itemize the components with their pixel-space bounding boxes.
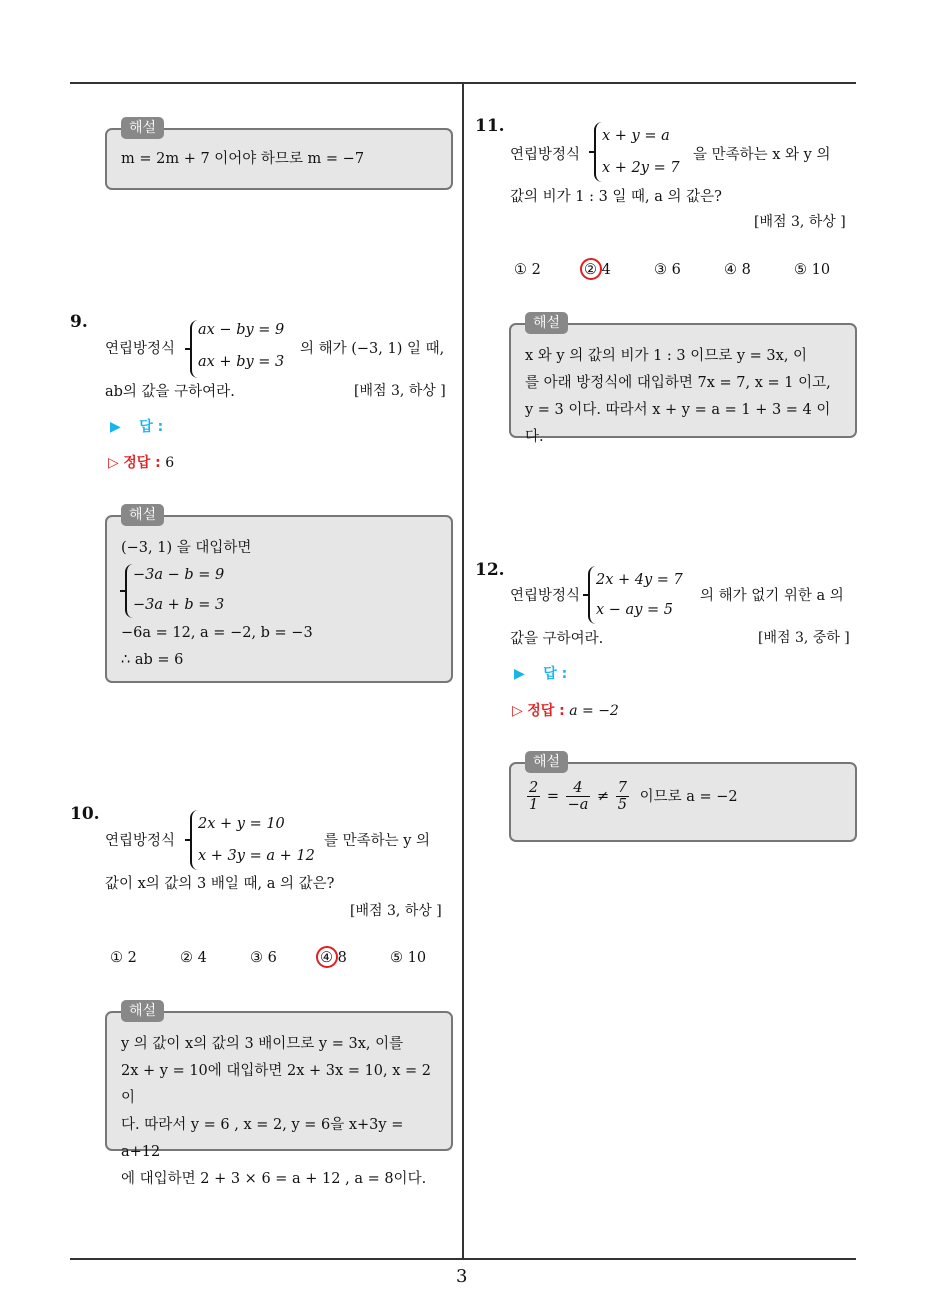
question-prefix: 연립방정식 (105, 833, 176, 849)
bottom-rule (70, 1258, 856, 1260)
solution-equation-1: −3a − b = 9 (133, 567, 225, 583)
question-prefix: 연립방정식 (105, 341, 176, 357)
solution-label: 해설 (525, 312, 568, 334)
question-number: 12. (475, 560, 505, 580)
solution-label: 해설 (121, 117, 164, 139)
equation-2: x + 2y = 7 (602, 160, 680, 176)
equation-brace (190, 810, 198, 870)
question-suffix: 을 만족하는 x 와 y 의 (693, 147, 831, 163)
correct-answer-row (108, 452, 174, 472)
solution-line: −6a = 12, a = −2, b = −3 (121, 625, 313, 641)
fraction-1: $\frac{2}{1}$ (529, 780, 539, 813)
fraction-3: $\frac{7}{5}$ (617, 780, 628, 813)
solution-label: 해설 (525, 751, 568, 773)
question-prefix: 연립방정식 (510, 147, 581, 163)
equation-brace (588, 566, 596, 624)
score-label: [배점 3, 하상 ] (354, 383, 446, 399)
equation-1: x + y = a (602, 128, 670, 144)
solution-equation-2: −3a + b = 3 (133, 597, 225, 613)
choice-3[interactable]: ③ 6 (654, 262, 681, 278)
equation-1: 2x + y = 10 (198, 816, 285, 832)
answer-row (514, 663, 567, 683)
correct-arrow-icon: ▷ (108, 455, 119, 471)
solution-brace (125, 564, 133, 618)
solution-box-8 (105, 120, 453, 190)
correct-arrow-icon: ▷ (512, 703, 523, 719)
question-line-2: 값을 구하여라. (510, 631, 604, 647)
score-label: [배점 3, 중하 ] (758, 630, 850, 646)
fraction-2: $\frac{4}{-a}$ (567, 780, 589, 813)
page-number: 3 (456, 1266, 468, 1287)
solution-label: 해설 (121, 1000, 164, 1022)
solution-line: y = 3 이다. 따라서 x + y = a = 1 + 3 = 4 이다. (525, 402, 831, 445)
selected-answer-circle (580, 258, 602, 280)
answer-arrow-icon: ▶ (110, 419, 121, 435)
equation-brace (190, 320, 198, 378)
equation-2: ax + by = 3 (198, 354, 285, 370)
choice-2[interactable]: ② 4 (180, 950, 207, 966)
correct-label: 정답 : (527, 703, 565, 719)
solution-line: 에 대입하면 2 + 3 × 6 = a + 12 , a = 8이다. (121, 1171, 427, 1187)
question-line-2: 값이 x의 값의 3 배일 때, a 의 값은? (105, 876, 335, 892)
question-number: 9. (70, 312, 88, 332)
solution-fraction-line (525, 780, 841, 813)
choice-4[interactable]: ④ 8 (320, 950, 347, 966)
column-divider (462, 82, 464, 1260)
question-line-2: ab의 값을 구하여라. (105, 384, 235, 400)
answer-row (110, 416, 163, 436)
solution-line: (−3, 1) 을 대입하면 (121, 540, 252, 556)
equals-sign: = (546, 788, 559, 805)
solution-label: 해설 (121, 504, 164, 526)
correct-value: a = −2 (569, 703, 619, 719)
solution-box-11 (509, 315, 857, 445)
solution-line: y 의 값이 x의 값의 3 배이므로 y = 3x, 이를 (121, 1036, 404, 1052)
choice-5[interactable]: ⑤ 10 (794, 262, 831, 278)
choice-1[interactable]: ① 2 (514, 262, 541, 278)
solution-box-10 (105, 1003, 453, 1187)
choice-2[interactable]: ② 4 (584, 262, 611, 278)
correct-label: 정답 : (123, 455, 161, 471)
solution-line: 를 아래 방정식에 대입하면 7x = 7, x = 1 이고, (525, 375, 831, 391)
score-label: [배점 3, 하상 ] (754, 214, 846, 230)
equation-brace (594, 122, 602, 182)
solution-line: 2x + y = 10에 대입하면 2x + 3x = 10, x = 2 이 (121, 1063, 432, 1106)
choice-3[interactable]: ③ 6 (250, 950, 277, 966)
question-number: 10. (70, 804, 100, 824)
solution-line: x 와 y 의 값의 비가 1 : 3 이므로 y = 3x, 이 (525, 348, 808, 364)
not-equal-sign: ≠ (597, 788, 610, 805)
correct-value: 6 (165, 455, 175, 471)
question-suffix: 를 만족하는 y 의 (324, 833, 431, 849)
choice-1[interactable]: ① 2 (110, 950, 137, 966)
choice-4[interactable]: ④ 8 (724, 262, 751, 278)
equation-1: ax − by = 9 (198, 322, 285, 338)
score-label: [배점 3, 하상 ] (350, 903, 442, 919)
solution-tail: 이므로 a = −2 (639, 788, 738, 805)
answer-label: 답 : (139, 419, 164, 435)
solution-text: m = 2m + 7 이어야 하므로 m = −7 (121, 151, 365, 167)
equation-2: x − ay = 5 (596, 602, 673, 618)
selected-answer-circle (316, 946, 338, 968)
question-prefix: 연립방정식 (510, 588, 581, 604)
solution-box-12 (509, 754, 857, 842)
solution-line: 다. 따라서 y = 6 , x = 2, y = 6을 x+3y = a+12 (121, 1117, 404, 1160)
choice-5[interactable]: ⑤ 10 (390, 950, 427, 966)
equation-2: x + 3y = a + 12 (198, 848, 315, 864)
solution-line: ∴ ab = 6 (121, 652, 184, 668)
answer-arrow-icon: ▶ (514, 666, 525, 682)
question-line-2: 값의 비가 1 : 3 일 때, a 의 값은? (510, 189, 722, 205)
answer-label: 답 : (543, 666, 568, 682)
question-suffix: 의 해가 없기 위한 a 의 (700, 588, 844, 604)
equation-1: 2x + 4y = 7 (596, 572, 683, 588)
solution-box-9 (105, 507, 453, 683)
question-suffix: 의 해가 (−3, 1) 일 때, (300, 341, 445, 357)
correct-answer-row (512, 700, 619, 720)
question-number: 11. (475, 116, 505, 136)
